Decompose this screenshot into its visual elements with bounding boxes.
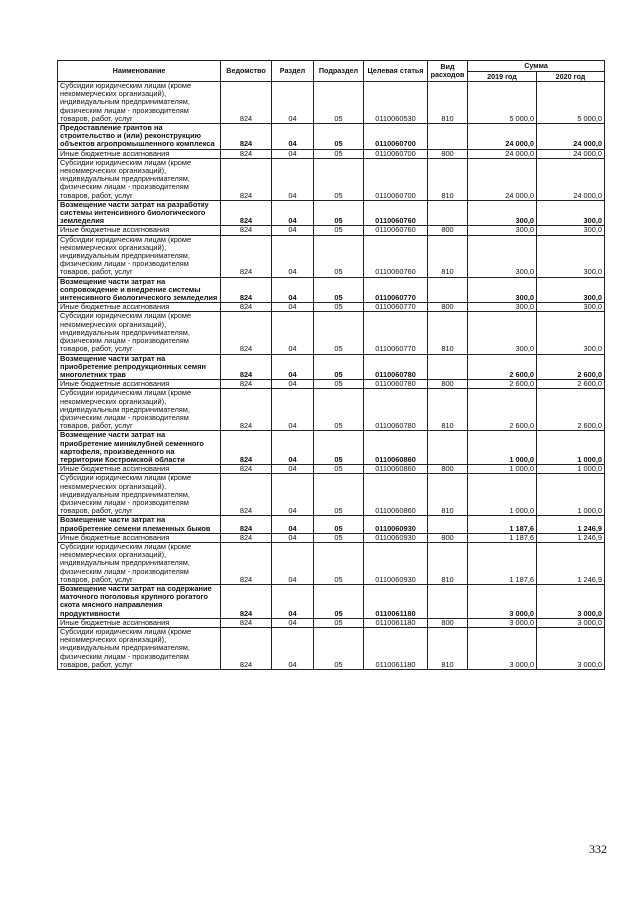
cell-subsection: 05 [314,389,364,431]
cell-subsection: 05 [314,200,364,226]
cell-name: Возмещение части затрат на сопровождение и внедрение системы интенсивного биологического земледелия [58,277,221,303]
cell-y2020: 24 000,0 [537,158,605,200]
cell-type [428,354,468,380]
cell-target: 0110060700 [364,149,428,158]
cell-dept: 824 [221,542,272,584]
cell-dept: 824 [221,389,272,431]
table-row [58,149,605,158]
cell-subsection: 05 [314,465,364,474]
cell-subsection: 05 [314,149,364,158]
cell-section: 04 [272,312,314,354]
cell-name: Возмещение части затрат на содержание маточного поголовья крупного рогатого скота мясного направления продуктивности [58,584,221,618]
cell-type: 810 [428,235,468,277]
cell-y2020: 1 246,9 [537,533,605,542]
cell-section: 04 [272,124,314,150]
cell-section: 04 [272,431,314,465]
cell-target: 0110060700 [364,158,428,200]
cell-y2019: 300,0 [468,226,537,235]
cell-target: 0110060760 [364,226,428,235]
cell-target: 0110060780 [364,354,428,380]
cell-y2020: 2 600,0 [537,389,605,431]
cell-y2019: 2 600,0 [468,354,537,380]
cell-y2019: 3 000,0 [468,584,537,618]
cell-y2019: 1 187,6 [468,533,537,542]
cell-subsection: 05 [314,474,364,516]
cell-section: 04 [272,474,314,516]
cell-dept: 824 [221,158,272,200]
cell-target: 0110061180 [364,618,428,627]
cell-section: 04 [272,354,314,380]
cell-target: 0110060760 [364,200,428,226]
cell-subsection: 05 [314,533,364,542]
cell-name: Предоставление грантов на строительство и (или) реконструкцию объектов агропромышленного комплекса [58,124,221,150]
cell-section: 04 [272,628,314,670]
cell-subsection: 05 [314,124,364,150]
cell-type: 810 [428,389,468,431]
cell-subsection: 05 [314,584,364,618]
cell-y2020: 3 000,0 [537,618,605,627]
cell-name: Субсидии юридическим лицам (кроме некоммерческих организаций), индивидуальным предпринимателям, физическим лицам - производителям товаров, работ, услуг [58,158,221,200]
cell-target: 0110060860 [364,465,428,474]
cell-subsection: 05 [314,312,364,354]
cell-section: 04 [272,149,314,158]
cell-subsection: 05 [314,277,364,303]
cell-y2019: 3 000,0 [468,618,537,627]
cell-section: 04 [272,235,314,277]
cell-type: 810 [428,82,468,124]
cell-dept: 824 [221,354,272,380]
table-row [58,354,605,380]
cell-name: Субсидии юридическим лицам (кроме некоммерческих организаций), индивидуальным предпринимателям, физическим лицам - производителям товаров, работ, услуг [58,389,221,431]
cell-subsection: 05 [314,618,364,627]
cell-type: 800 [428,618,468,627]
cell-y2020: 1 246,9 [537,516,605,533]
cell-type: 810 [428,312,468,354]
table-row [58,431,605,465]
table-row [58,226,605,235]
cell-target: 0110060780 [364,380,428,389]
cell-dept: 824 [221,431,272,465]
cell-type: 810 [428,474,468,516]
cell-y2019: 24 000,0 [468,158,537,200]
cell-target: 0110060760 [364,235,428,277]
cell-section: 04 [272,82,314,124]
table-row [58,584,605,618]
cell-section: 04 [272,158,314,200]
cell-subsection: 05 [314,516,364,533]
table-row [58,628,605,670]
cell-name: Субсидии юридическим лицам (кроме некоммерческих организаций), индивидуальным предпринимателям, физическим лицам - производителям товаров, работ, услуг [58,312,221,354]
cell-type: 800 [428,149,468,158]
table-row [58,124,605,150]
cell-name: Возмещение части затрат на разработку системы интенсивного биологического земледелия [58,200,221,226]
cell-y2019: 1 187,6 [468,516,537,533]
cell-dept: 824 [221,380,272,389]
cell-y2019: 24 000,0 [468,124,537,150]
cell-y2020: 3 000,0 [537,628,605,670]
cell-target: 0110060860 [364,431,428,465]
cell-dept: 824 [221,628,272,670]
cell-subsection: 05 [314,235,364,277]
cell-subsection: 05 [314,354,364,380]
cell-y2020: 300,0 [537,312,605,354]
header-type: Вид расходов [428,61,468,82]
cell-type [428,584,468,618]
cell-dept: 824 [221,474,272,516]
cell-y2020: 1 000,0 [537,465,605,474]
cell-target: 0110060780 [364,389,428,431]
cell-section: 04 [272,584,314,618]
cell-dept: 824 [221,312,272,354]
cell-type [428,200,468,226]
cell-y2019: 24 000,0 [468,149,537,158]
table-row [58,200,605,226]
cell-name: Иные бюджетные ассигнования [58,380,221,389]
cell-subsection: 05 [314,628,364,670]
cell-subsection: 05 [314,380,364,389]
cell-section: 04 [272,380,314,389]
header-2020: 2020 год [537,72,605,82]
cell-name: Возмещение части затрат на приобретение миниклубней семенного картофеля, произведенного на территории Костромской области [58,431,221,465]
cell-subsection: 05 [314,542,364,584]
cell-name: Возмещение части затрат на приобретение семени племенных быков [58,516,221,533]
cell-section: 04 [272,389,314,431]
cell-name: Иные бюджетные ассигнования [58,533,221,542]
header-subsection: Подраздел [314,61,364,82]
table-row [58,235,605,277]
cell-y2019: 300,0 [468,277,537,303]
cell-target: 0110060930 [364,542,428,584]
cell-y2020: 2 600,0 [537,380,605,389]
table-row [58,303,605,312]
header-section: Раздел [272,61,314,82]
cell-name: Иные бюджетные ассигнования [58,149,221,158]
cell-y2019: 2 600,0 [468,380,537,389]
table-row [58,474,605,516]
cell-dept: 824 [221,533,272,542]
cell-section: 04 [272,277,314,303]
cell-section: 04 [272,618,314,627]
table-row [58,380,605,389]
cell-target: 0110060700 [364,124,428,150]
cell-dept: 824 [221,618,272,627]
cell-dept: 824 [221,465,272,474]
cell-dept: 824 [221,277,272,303]
cell-dept: 824 [221,82,272,124]
cell-y2020: 300,0 [537,200,605,226]
cell-y2020: 300,0 [537,226,605,235]
cell-y2019: 300,0 [468,312,537,354]
cell-y2020: 300,0 [537,303,605,312]
cell-subsection: 05 [314,431,364,465]
table-row [58,542,605,584]
table-row [58,465,605,474]
cell-dept: 824 [221,516,272,533]
cell-target: 0110060770 [364,277,428,303]
cell-dept: 824 [221,124,272,150]
cell-target: 0110060770 [364,303,428,312]
cell-name: Возмещение части затрат на приобретение репродукционных семян многолетних трав [58,354,221,380]
cell-type: 810 [428,158,468,200]
cell-subsection: 05 [314,303,364,312]
cell-type: 800 [428,226,468,235]
cell-y2020: 1 000,0 [537,431,605,465]
cell-y2020: 2 600,0 [537,354,605,380]
budget-table [57,60,605,670]
cell-section: 04 [272,303,314,312]
table-row [58,533,605,542]
cell-type: 800 [428,303,468,312]
cell-type: 800 [428,380,468,389]
cell-name: Иные бюджетные ассигнования [58,226,221,235]
cell-dept: 824 [221,235,272,277]
header-dept: Ведомство [221,61,272,82]
cell-y2019: 3 000,0 [468,628,537,670]
cell-type [428,277,468,303]
cell-type [428,124,468,150]
table-body [58,82,605,670]
cell-target: 0110061180 [364,628,428,670]
cell-dept: 824 [221,149,272,158]
cell-section: 04 [272,516,314,533]
cell-dept: 824 [221,303,272,312]
cell-type: 810 [428,628,468,670]
cell-name: Субсидии юридическим лицам (кроме некоммерческих организаций), индивидуальным предпринимателям, физическим лицам - производителям товаров, работ, услуг [58,542,221,584]
cell-y2019: 300,0 [468,303,537,312]
cell-section: 04 [272,226,314,235]
cell-section: 04 [272,200,314,226]
cell-type: 800 [428,533,468,542]
cell-y2019: 1 000,0 [468,474,537,516]
cell-y2019: 5 000,0 [468,82,537,124]
cell-name: Субсидии юридическим лицам (кроме некоммерческих организаций), индивидуальным предпринимателям, физическим лицам - производителям товаров, работ, услуг [58,235,221,277]
cell-subsection: 05 [314,158,364,200]
table-row [58,389,605,431]
cell-target: 0110060930 [364,533,428,542]
cell-y2020: 1 246,9 [537,542,605,584]
page-number: 332 [589,842,607,856]
cell-section: 04 [272,465,314,474]
cell-type [428,516,468,533]
cell-dept: 824 [221,226,272,235]
cell-target: 0110060860 [364,474,428,516]
cell-target: 0110060770 [364,312,428,354]
header-2019: 2019 год [468,72,537,82]
table-row [58,277,605,303]
cell-y2020: 5 000,0 [537,82,605,124]
cell-name: Иные бюджетные ассигнования [58,618,221,627]
table-row [58,618,605,627]
cell-name: Субсидии юридическим лицам (кроме некоммерческих организаций), индивидуальным предпринимателям, физическим лицам - производителям товаров, работ, услуг [58,628,221,670]
cell-dept: 824 [221,200,272,226]
cell-section: 04 [272,542,314,584]
cell-target: 0110061180 [364,584,428,618]
cell-type [428,431,468,465]
header-target: Целевая статья [364,61,428,82]
cell-type: 810 [428,542,468,584]
cell-y2020: 24 000,0 [537,149,605,158]
cell-dept: 824 [221,584,272,618]
cell-y2020: 1 000,0 [537,474,605,516]
cell-name: Иные бюджетные ассигнования [58,465,221,474]
cell-name: Субсидии юридическим лицам (кроме некоммерческих организаций), индивидуальным предпринимателям, физическим лицам - производителям товаров, работ, услуг [58,474,221,516]
cell-y2019: 1 000,0 [468,465,537,474]
table-row [58,158,605,200]
cell-y2020: 3 000,0 [537,584,605,618]
cell-name: Субсидии юридическим лицам (кроме некоммерческих организаций), индивидуальным предпринимателям, физическим лицам - производителям товаров, работ, услуг [58,82,221,124]
cell-y2019: 1 000,0 [468,431,537,465]
cell-y2020: 300,0 [537,235,605,277]
header-name: Наименование [58,61,221,82]
cell-target: 0110060530 [364,82,428,124]
table-row [58,312,605,354]
cell-type: 800 [428,465,468,474]
table-row [58,516,605,533]
cell-subsection: 05 [314,226,364,235]
cell-section: 04 [272,533,314,542]
cell-target: 0110060930 [364,516,428,533]
cell-y2020: 300,0 [537,277,605,303]
cell-y2019: 2 600,0 [468,389,537,431]
cell-y2020: 24 000,0 [537,124,605,150]
cell-subsection: 05 [314,82,364,124]
cell-y2019: 1 187,6 [468,542,537,584]
cell-y2019: 300,0 [468,200,537,226]
table-row [58,82,605,124]
header-sum: Сумма [468,61,605,72]
cell-y2019: 300,0 [468,235,537,277]
cell-name: Иные бюджетные ассигнования [58,303,221,312]
